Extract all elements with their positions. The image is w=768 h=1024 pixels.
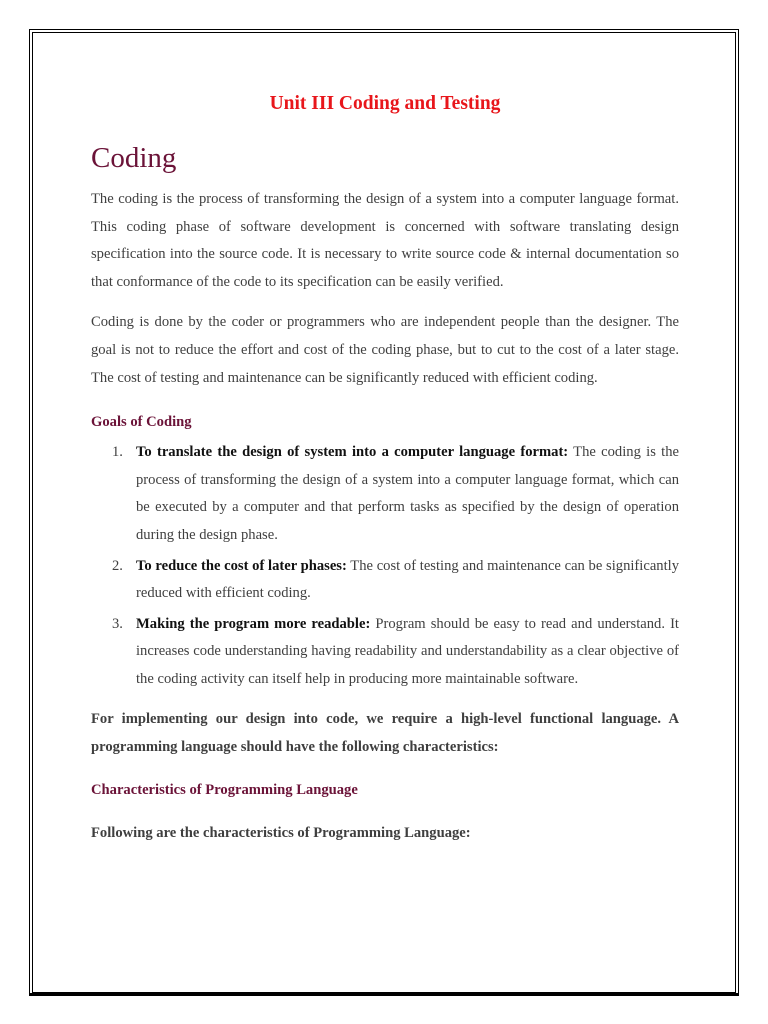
goal-title: To translate the design of system into a computer language format:: [136, 444, 569, 461]
page-content: [91, 90, 679, 845]
goal-number: 2.: [112, 557, 123, 574]
page-border-bottom: [29, 993, 739, 996]
section-heading-coding: Coding: [91, 142, 177, 174]
goal-text: Program should be easy to read and understand. It increases code understanding having readability and understandability as a clear objective of the coding activity can itself help in producing more maintainable software.: [136, 615, 679, 687]
goals-heading: Goals of Coding: [91, 414, 192, 431]
goal-title: To reduce the cost of later phases:: [136, 557, 347, 574]
implementation-note: For implementing our design into code, we require a high-level functional language. A programming language should have the following characteristics:: [91, 710, 679, 755]
goal-item: [91, 553, 679, 608]
paragraph-coding-goal: Coding is done by the coder or programmers who are independent people than the designer. The goal is not to reduce the effort and cost of the coding phase, but to cut to the cost of a later stage. The cost of testing and maintenance can be significantly reduced with efficient coding.: [91, 314, 679, 386]
characteristics-intro: Following are the characteristics of Programming Language:: [91, 824, 471, 841]
goal-item: [91, 439, 679, 549]
goal-title: Making the program more readable:: [136, 615, 371, 632]
goal-text: The cost of testing and maintenance can be significantly reduced with efficient coding.: [136, 557, 679, 602]
goal-number: 3.: [112, 615, 123, 632]
unit-title: Unit III Coding and Testing: [269, 93, 501, 114]
goal-text: The coding is the process of transforming the design of a system into a computer language format, which can be executed by a computer and that perform tasks as specified by the design of operation during the design phase.: [136, 444, 679, 543]
characteristics-heading: Characteristics of Programming Language: [91, 781, 358, 798]
goal-number: 1.: [112, 444, 123, 461]
goal-item: [91, 611, 679, 694]
goals-list: [91, 439, 679, 693]
paragraph-coding-definition: The coding is the process of transforming the design of a system into a computer language format. This coding phase of software development is concerned with software translating design specification into the source code. It is necessary to write source code & internal documentation so that conformance of the code to its specification can be easily verified.: [91, 191, 679, 290]
